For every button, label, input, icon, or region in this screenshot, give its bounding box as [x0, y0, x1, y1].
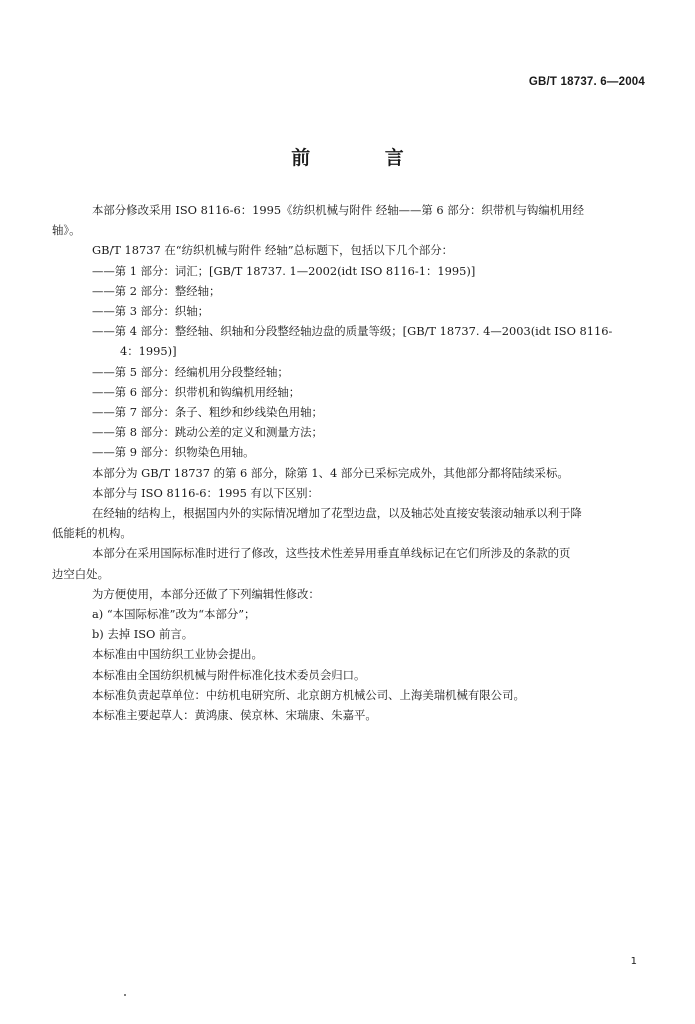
text-line: 本标准主要起草人：黄鸿康、侯京林、宋瑞康、朱嘉平。	[92, 708, 377, 723]
text-line: ——第 8 部分：跳动公差的定义和测量方法；	[92, 425, 323, 440]
page-title: 前 言	[291, 147, 438, 169]
text-line: 为方便使用，本部分还做了下列编辑性修改：	[92, 586, 320, 601]
page-number: 1	[630, 956, 637, 967]
text-line: 本部分修改采用 ISO 8116-6：1995《纺织机械与附件 经轴——第 6 部分：织带机与钩编机用经	[92, 203, 584, 217]
text-line: 低能耗的机构。	[52, 526, 132, 541]
text-line: ——第 9 部分：织物染色用轴。	[92, 445, 255, 460]
text-line: 4：1995)]	[120, 344, 177, 359]
text-line: ——第 3 部分：织轴；	[92, 304, 210, 319]
text-line: 本部分在采用国际标准时进行了修改，这些技术性差异用垂直单线标记在它们所涉及的条款的页	[92, 546, 571, 561]
text-line: ——第 4 部分：整经轴、织轴和分段整经轴边盘的质量等级；[GB/T 18737. 4—2003(idt ISO 8116-	[92, 324, 613, 339]
text-line: 本标准由中国纺织工业协会提出。	[92, 647, 263, 662]
text-line: ——第 1 部分：词汇；[GB/T 18737. 1—2002(idt ISO 8116-1：1995)]	[92, 263, 476, 278]
text-line: ——第 2 部分：整经轴；	[92, 283, 221, 298]
text-line: a) “本国际标准”改为“本部分”；	[92, 607, 256, 622]
text-line: ——第 7 部分：条子、粗纱和纱线染色用轴；	[92, 405, 323, 420]
text-line: 在经轴的结构上，根据国内外的实际情况增加了花型边盘，以及轴芯处直接安装滚动轴承以利于降	[92, 506, 582, 521]
foreword-body	[52, 200, 646, 725]
text-line: b) 去掉 ISO 前言。	[92, 627, 194, 642]
text-line: GB/T 18737 在“纺织机械与附件 经轴”总标题下，包括以下几个部分：	[92, 243, 454, 258]
text-line: 本部分为 GB/T 18737 的第 6 部分，除第 1、4 部分已采标完成外，其他部分都将陆续采标。	[92, 465, 569, 480]
text-line: 本标准负责起草单位：中纺机电研究所、北京朗方机械公司、上海美瑞机械有限公司。	[92, 687, 525, 702]
standard-code: GB/T 18737. 6—2004	[528, 76, 645, 88]
text-line: ——第 6 部分：织带机和钩编机用经轴；	[92, 384, 301, 399]
scan-speck	[124, 994, 126, 996]
text-line: 边空白处。	[52, 566, 109, 581]
text-line: 本部分与 ISO 8116-6：1995 有以下区别：	[92, 485, 319, 500]
text-line: 轴》。	[52, 223, 81, 238]
text-line: ——第 5 部分：经编机用分段整经轴；	[92, 364, 289, 379]
text-line: 本标准由全国纺织机械与附件标准化技术委员会归口。	[92, 667, 366, 682]
